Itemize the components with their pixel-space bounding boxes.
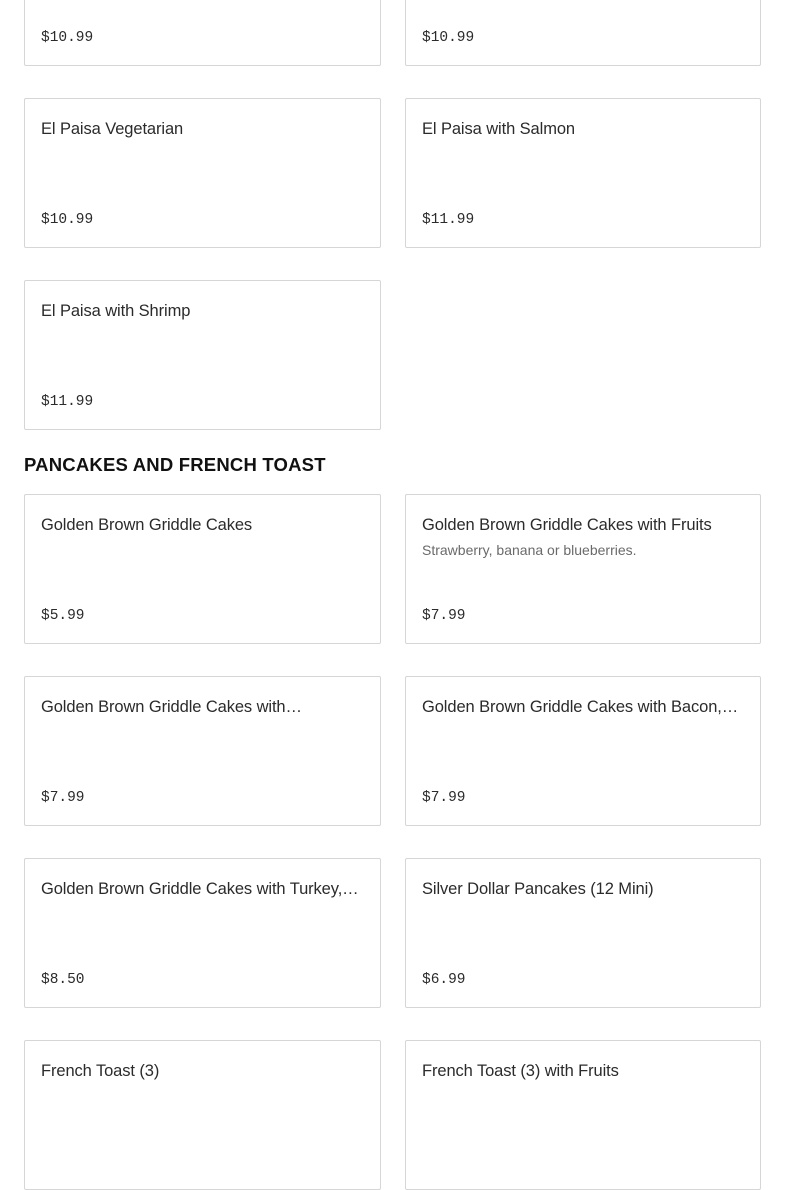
menu-item-card[interactable] [24, 0, 381, 66]
menu-item-card[interactable] [24, 494, 381, 644]
menu-item-price: $7.99 [422, 608, 466, 624]
menu-item-name: Golden Brown Griddle Cakes with… [41, 698, 302, 716]
menu-item-name: French Toast (3) with Fruits [422, 1062, 619, 1080]
menu-item-price: $11.99 [422, 212, 475, 228]
menu-item-card[interactable] [405, 1040, 761, 1190]
menu-item-card[interactable] [24, 858, 381, 1008]
menu-item-card[interactable] [24, 1040, 381, 1190]
menu-item-price: $10.99 [41, 212, 94, 228]
menu-item-description: Strawberry, banana or blueberries. [422, 542, 637, 558]
menu-item-card[interactable] [405, 98, 761, 248]
menu-item-price: $7.99 [422, 790, 466, 806]
menu-item-name: El Paisa with Shrimp [41, 302, 191, 320]
menu-item-card[interactable] [405, 494, 761, 644]
menu-item-name: Golden Brown Griddle Cakes [41, 516, 253, 534]
menu-item-card[interactable] [405, 0, 761, 66]
menu-item-name: Golden Brown Griddle Cakes with Fruits [422, 516, 712, 534]
menu-item-price: $6.99 [422, 972, 466, 988]
menu-item-price: $5.99 [41, 608, 85, 624]
section-title: PANCAKES AND FRENCH TOAST [24, 454, 326, 475]
menu-item-card[interactable] [405, 858, 761, 1008]
menu-item-card[interactable] [24, 676, 381, 826]
menu-item-name: Silver Dollar Pancakes (12 Mini) [422, 880, 654, 898]
menu-item-price: $10.99 [422, 30, 475, 46]
menu-item-card[interactable] [405, 676, 761, 826]
menu-item-price: $7.99 [41, 790, 85, 806]
menu-item-name: French Toast (3) [41, 1062, 160, 1080]
menu-item-price: $11.99 [41, 394, 94, 410]
menu-item-price: $8.50 [41, 972, 85, 988]
menu-item-name: Golden Brown Griddle Cakes with Bacon,… [422, 698, 739, 716]
menu-item-card[interactable] [24, 98, 381, 248]
menu-item-name: El Paisa with Salmon [422, 120, 575, 138]
menu-item-name: Golden Brown Griddle Cakes with Turkey,… [41, 880, 359, 898]
menu-item-card[interactable] [24, 280, 381, 430]
menu-item-price: $10.99 [41, 30, 94, 46]
menu-item-name: El Paisa Vegetarian [41, 120, 184, 138]
